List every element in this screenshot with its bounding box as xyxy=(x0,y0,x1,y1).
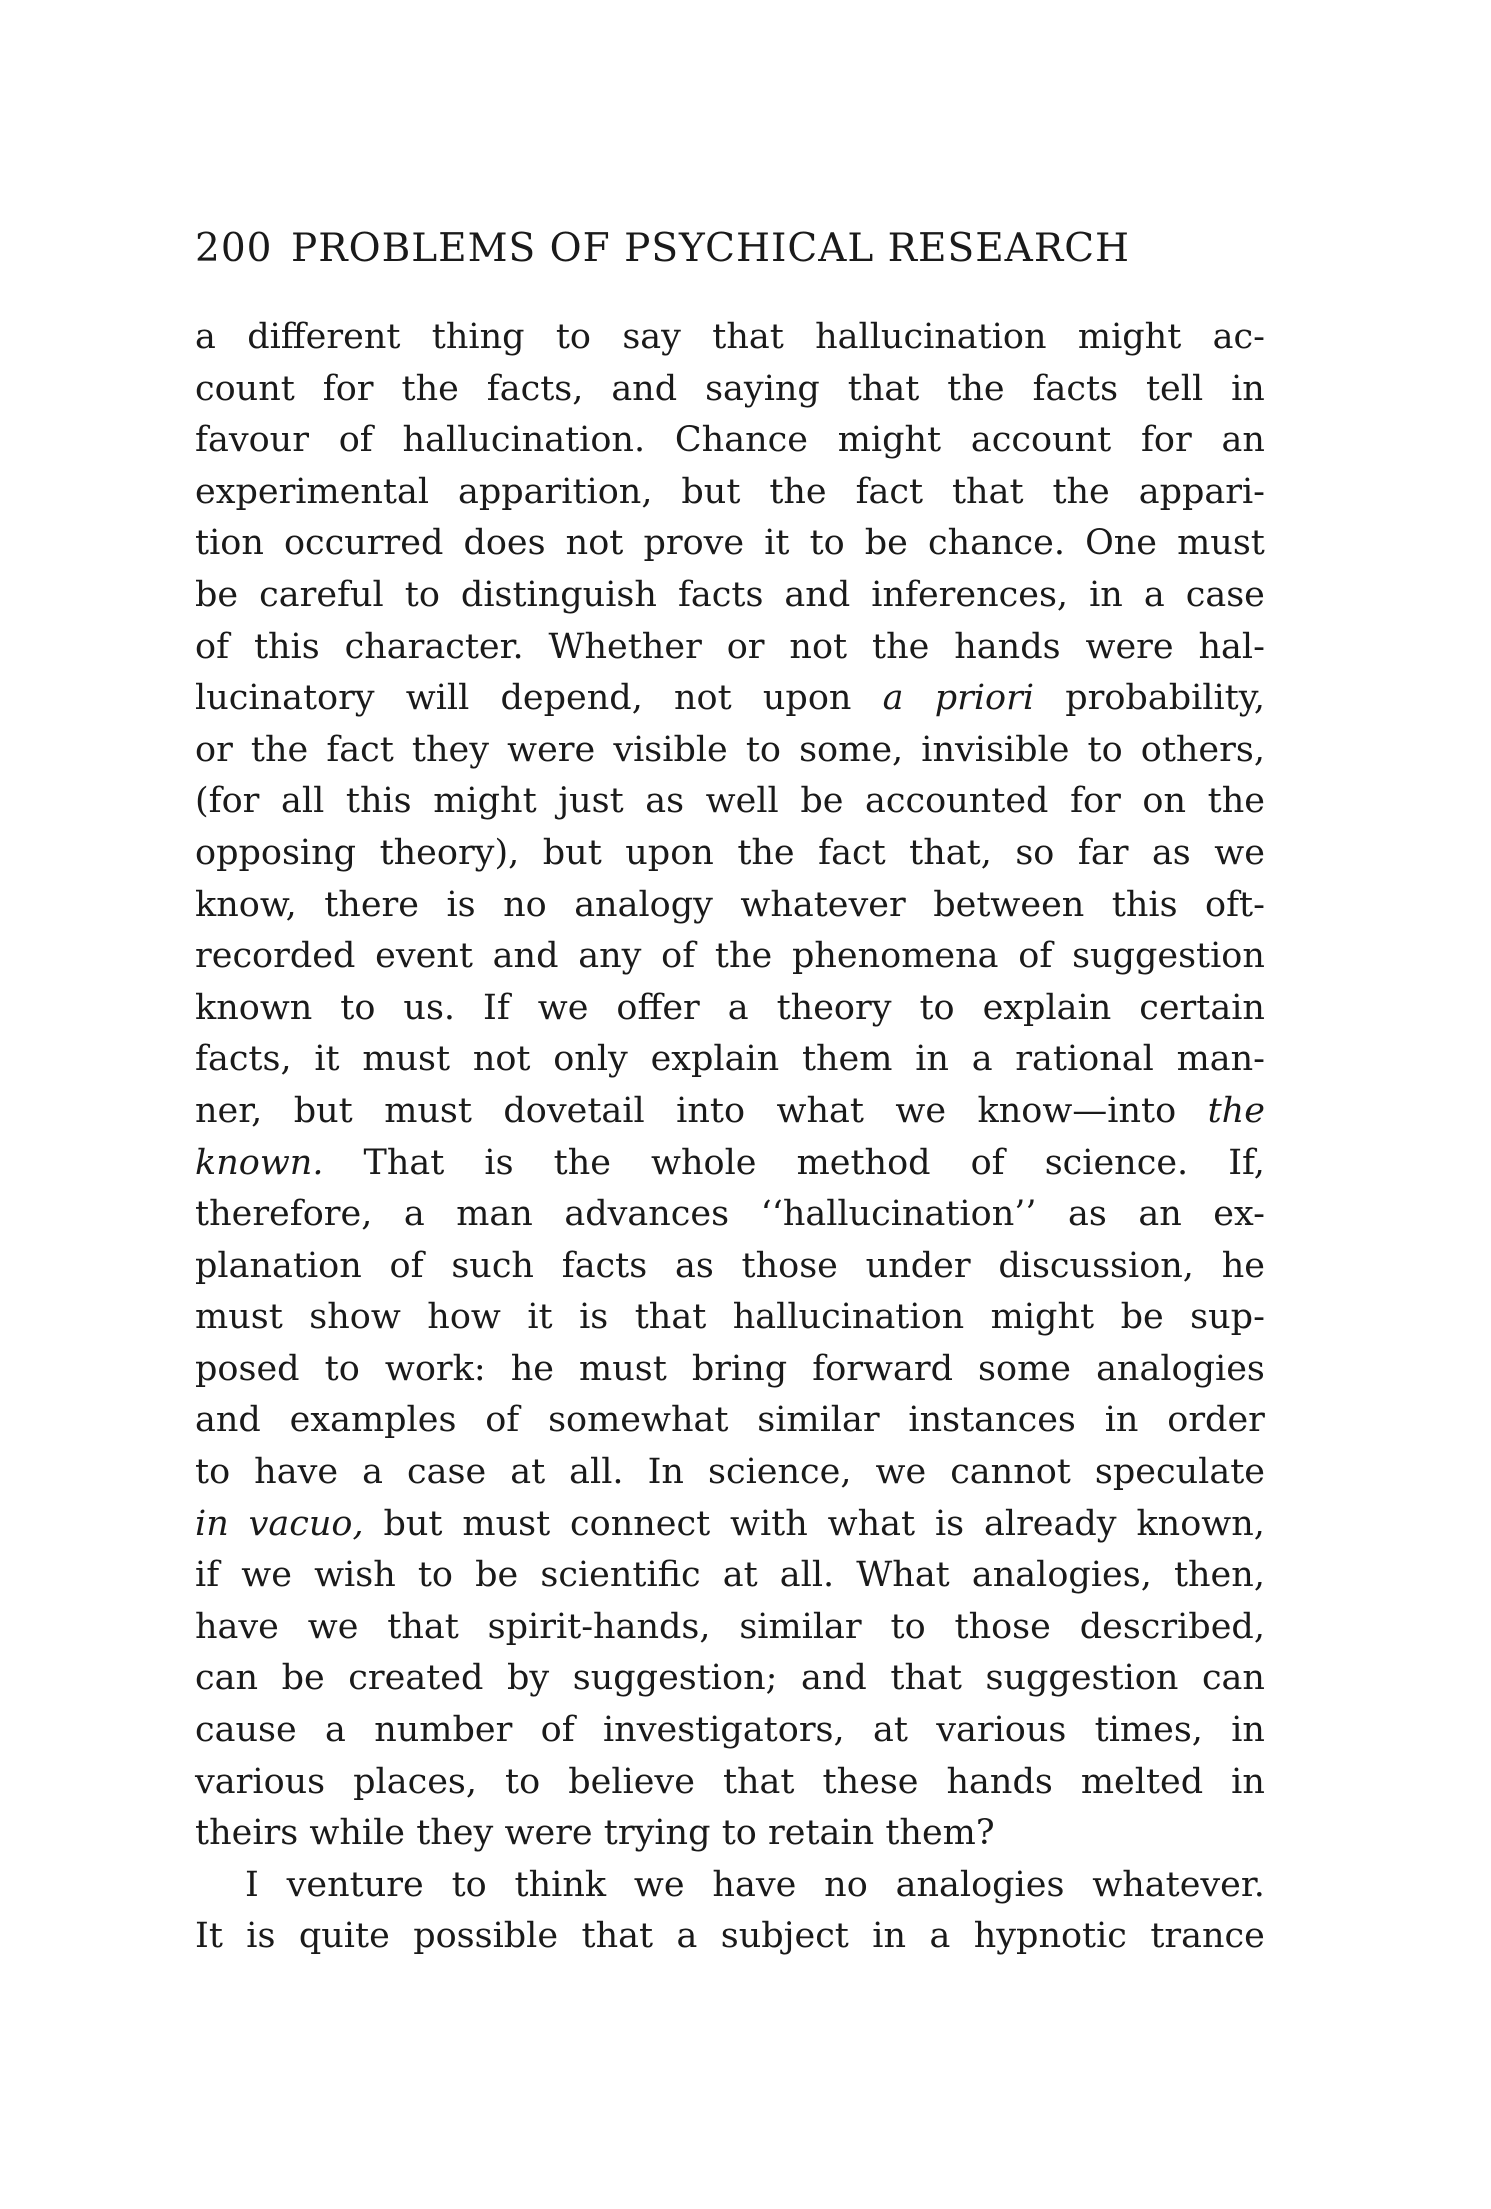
text-line: be careful to distinguish facts and inferences, in a case xyxy=(195,574,1265,615)
text-line: lucinatory will depend, not upon a priori probability, xyxy=(195,678,1265,719)
text-line: to have a case at all. In science, we cannot speculate xyxy=(195,1452,1265,1493)
text-line: can be created by suggestion; and that suggestion can xyxy=(195,1658,1265,1699)
text-line: cause a number of investigators, at various times, in xyxy=(195,1710,1265,1751)
text-line: posed to work: he must bring forward some analogies xyxy=(195,1348,1265,1389)
text-line: or the fact they were visible to some, invisible to others, xyxy=(195,729,1265,770)
text-line: and examples of somewhat similar instances in order xyxy=(195,1400,1265,1441)
text-line: tion occurred does not prove it to be chance. One must xyxy=(195,523,1265,564)
text-line: various places, to believe that these hands melted in xyxy=(195,1761,1265,1802)
text-line: experimental apparition, but the fact that the appari- xyxy=(195,471,1265,512)
text-line: ner, but must dovetail into what we know—into the xyxy=(195,1090,1265,1131)
body-text xyxy=(195,312,1265,1963)
running-header xyxy=(195,226,1265,271)
running-title: PROBLEMS OF PSYCHICAL RESEARCH xyxy=(291,226,1131,271)
text-line: recorded event and any of the phenomena of suggestion xyxy=(195,936,1265,977)
text-line: opposing theory), but upon the fact that, so far as we xyxy=(195,832,1265,873)
text-line: count for the facts, and saying that the facts tell in xyxy=(195,368,1265,409)
page-number: 200 xyxy=(195,226,273,271)
text-line: facts, it must not only explain them in a rational man- xyxy=(195,1039,1265,1080)
text-line: I venture to think we have no analogies whatever. xyxy=(245,1864,1265,1905)
text-line: (for all this might just as well be accounted for on the xyxy=(195,781,1265,822)
text-line: a different thing to say that hallucination might ac- xyxy=(195,317,1265,357)
text-line: known to us. If we offer a theory to explain certain xyxy=(195,987,1265,1028)
text-line: in vacuo, but must connect with what is already known, xyxy=(195,1503,1265,1544)
text-line: therefore, a man advances ‘‘hallucination’’ as an ex- xyxy=(195,1194,1265,1235)
text-line: theirs while they were trying to retain them? xyxy=(195,1813,995,1854)
text-line: if we wish to be scientific at all. What analogies, then, xyxy=(195,1555,1265,1596)
text-line: know, there is no analogy whatever between this oft- xyxy=(195,884,1265,925)
text-line: known. That is the whole method of science. If, xyxy=(195,1142,1265,1183)
text-line: of this character. Whether or not the hands were hal- xyxy=(195,626,1265,667)
text-line: favour of hallucination. Chance might account for an xyxy=(195,420,1265,461)
text-line: planation of such facts as those under discussion, he xyxy=(195,1245,1265,1286)
text-line: It is quite possible that a subject in a hypnotic trance xyxy=(195,1916,1265,1957)
text-line: must show how it is that hallucination might be sup- xyxy=(195,1297,1265,1338)
text-line: have we that spirit-hands, similar to those described, xyxy=(195,1606,1265,1647)
